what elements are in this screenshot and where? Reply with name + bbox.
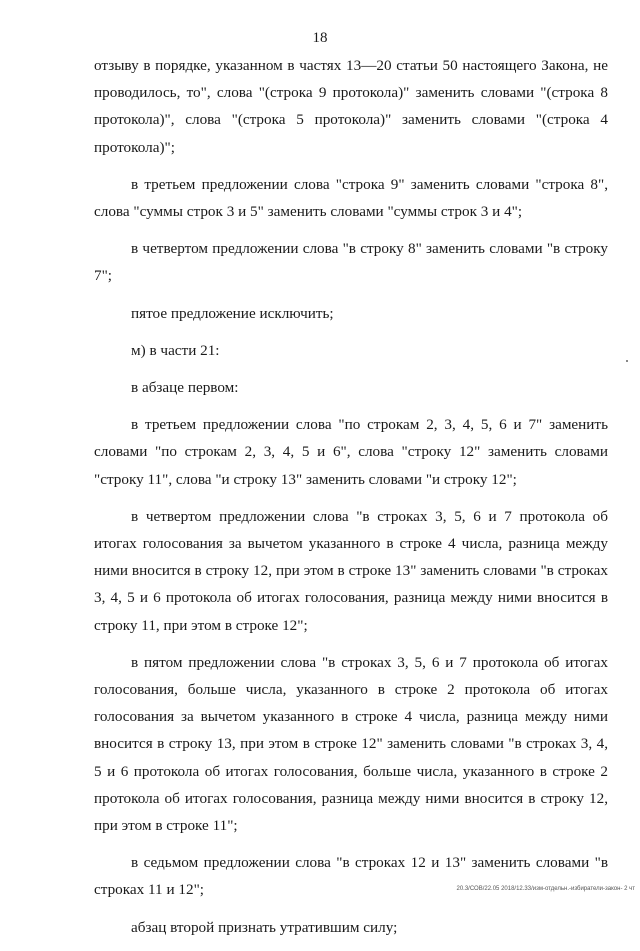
page-number: 18 [312, 30, 328, 46]
paragraph: м) в части 21: [131, 341, 220, 359]
paragraph: абзац второй признать утратившим силу; [131, 918, 398, 936]
paragraph: в третьем предложении слова "по строкам 2, 3, 4, 5, 6 и 7" заменить словами "по строкам 2, 3, 4, 5 и 6", слова "строку 12" заменить словами "строку 11", слова "и строку 13" заменить словами "и строку 12"; [94, 416, 608, 488]
paragraph: в четвертом предложении слова "в строку 8" заменить словами "в строку 7"; [94, 240, 608, 285]
document-body [94, 52, 608, 951]
scan-speck [626, 360, 628, 362]
paragraph: в абзаце первом: [131, 379, 239, 397]
paragraph: в седьмом предложении слова "в строках 12 и 13" заменить словами "в строках 11 и 12"; [94, 854, 608, 899]
paragraph: в четвертом предложении слова "в строках 3, 5, 6 и 7 протокола об итогах голосования за вычетом указанного в строке 4 числа, разница между ними вносится в строку 12, при этом в строке 13" заменить словами "в строках 3, 4, 5 и 6 протокола об итогах голосования, разница между ними вносится в строку 11, при этом в строке 12"; [94, 507, 608, 634]
paragraph-continuation: отзыву в порядке, указанном в частях 13—20 статьи 50 настоящего Закона, не проводилось, то", слова "(строка 9 протокола)" заменить словами "(строка 8 протокола)", слова "(строка 5 протокола)" заменить словами "(строка 4 протокола)"; [94, 57, 608, 156]
paragraph: в третьем предложении слова "строка 9" заменить словами "строка 8", слова "суммы строк 3 и 5" заменить словами "суммы строк 3 и 4"; [94, 175, 608, 221]
footer-document-code: 20.3/СОВ/22.05 2018/12.33/изм-отдельн.-избиратели-закон- 2 чт [456, 886, 635, 892]
paragraph: пятое предложение исключить; [131, 304, 334, 322]
paragraph: в пятом предложении слова "в строках 3, 5, 6 и 7 протокола об итогах голосования, больше числа, указанного в строке 2 протокола об итогах голосования за вычетом указанного в строке 4 числа, разница между ними вносится в строку 13, при этом в строке 12" заменить словами "в строках 3, 4, 5 и 6 протокола об итогах голосования, больше числа, указанного в строке 2 протокола об итогах голосования, разница между ними вносится в строку 12, при этом в строке 11"; [94, 653, 608, 835]
